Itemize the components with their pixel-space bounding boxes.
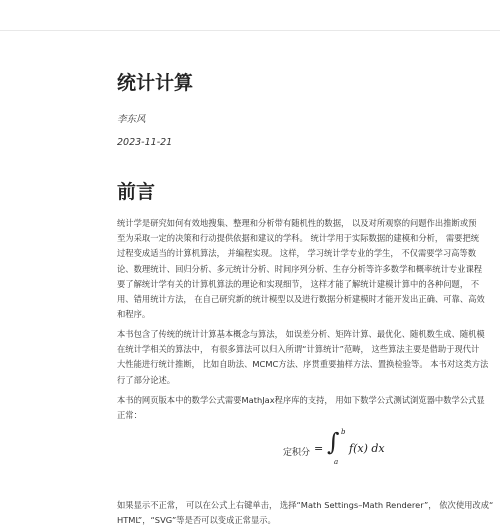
author: 李东风	[117, 114, 146, 125]
top-bar	[0, 0, 500, 31]
paragraph	[117, 327, 500, 388]
paragraph-line: 和程序。	[117, 309, 151, 320]
paragraph	[117, 393, 500, 423]
paragraph-line: 用、错用统计方法， 在自己研究新的统计模型以及进行数据分析建模时才能开发出正确、可靠、高效	[117, 293, 485, 304]
paragraph-line: 如果显示不正常， 可以在公式上右键单击， 选择“Math Settings–Math Renderer”， 依次使用改成“	[117, 500, 494, 510]
section-title: 前言	[117, 181, 156, 203]
paragraph	[117, 498, 500, 528]
formula-integrand: f(x) dx	[349, 442, 385, 455]
integral-lower-limit: a	[334, 458, 339, 466]
math-formula	[283, 428, 393, 476]
publish-date: 2023-11-21	[117, 137, 173, 148]
integral-sign: ∫	[327, 428, 340, 456]
paragraph-line: 过程变成适当的计算机算法， 并编程实现。 这样， 学习统计学专业的学生， 不仅需要学习高等数	[117, 248, 477, 259]
paragraph-line: HTML”，“SVG”等是否可以变成正常显示。	[117, 515, 276, 526]
integral-upper-limit: b	[341, 428, 346, 436]
paragraph-line: 在统计学相关的算法中， 有很多算法可以归入所谓“计算统计”范畴， 这些算法主要是借助于现代计	[117, 344, 480, 355]
formula-lhs: 定积分	[283, 448, 311, 458]
paragraph-line: 正常：	[117, 410, 142, 421]
paragraph-line: 论、数理统计、回归分析、多元统计分析、时间序列分析、生存分析等许多数学和概率统计专业课程	[117, 263, 483, 274]
paragraph-line: 至为采取一定的决策和行动提供依据和建议的学科。 统计学用于实际数据的建模和分析， 需要把统	[117, 233, 480, 244]
book-title: 统计计算	[117, 72, 194, 94]
paragraph-line: 本书包含了传统的统计计算基本概念与算法， 如误差分析、矩阵计算、最优化、随机数生成、随机模	[117, 329, 485, 339]
paragraph-line: 大性能进行统计推断， 比如自助法、MCMC方法、序贯重要抽样方法、置换检验等。 本书对这类方法	[117, 359, 489, 370]
paragraph-line: 要了解统计学有关的计算机算法的理论和实现细节， 这样才能了解统计建模计算中的各种问题， 不	[117, 278, 480, 289]
formula-equals: =	[314, 442, 324, 455]
paragraph-line: 行了部分论述。	[117, 374, 176, 385]
paragraph	[117, 216, 500, 322]
paragraph-line: 统计学是研究如何有效地搜集、整理和分析带有随机性的数据， 以及对所观察的问题作出推断或预	[117, 218, 477, 228]
paragraph-line: 本书的网页版本中的数学公式需要MathJax程序库的支持， 用如下数学公式测试浏览器中数学公式显	[117, 395, 485, 405]
